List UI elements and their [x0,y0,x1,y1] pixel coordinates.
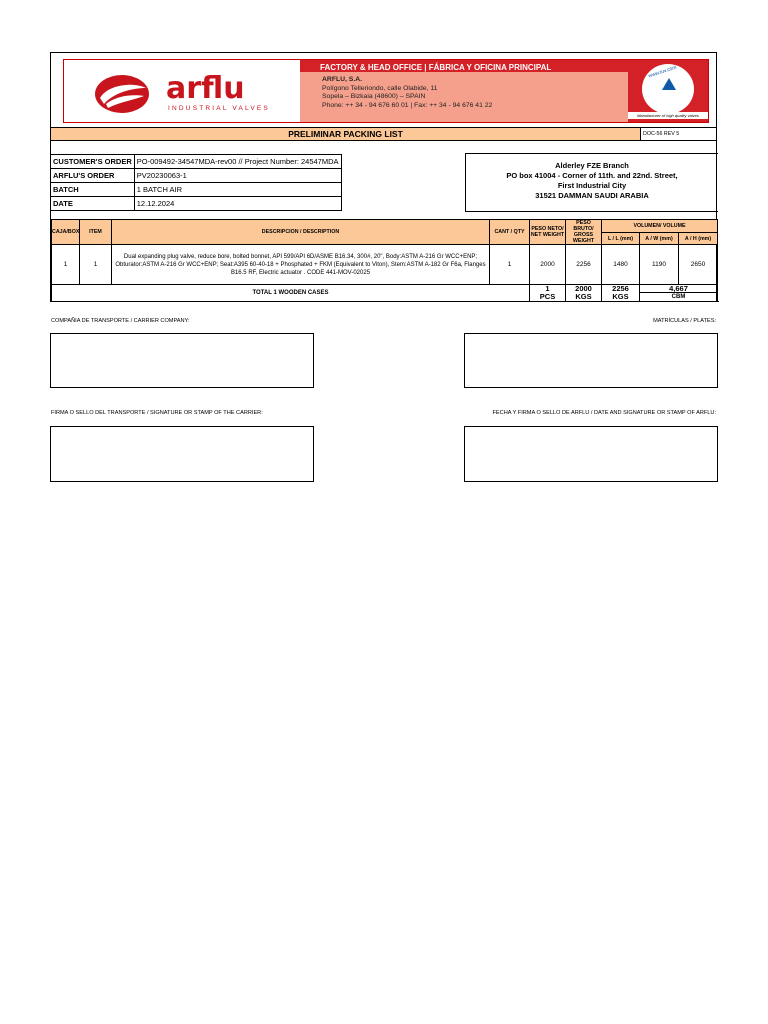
logo-subtitle: INDUSTRIAL VALVES [168,105,270,112]
address-line-2: Sopela – Bizkaia (48600) – SPAIN [322,93,426,101]
total-label: TOTAL 1 WOODEN CASES [52,285,530,302]
table-header-row [52,220,718,233]
total-qty [530,285,566,302]
cell-qty: 1 [490,245,530,285]
carrier-company-field[interactable] [50,333,314,388]
col-header-description: DESCRIPCION / DESCRIPTION [112,220,490,245]
total-net [566,285,602,302]
consignee-line: Alderley FZE Branch [555,161,629,170]
head-office-address [300,72,630,122]
consignee-line: First Industrial City [557,181,627,190]
order-value: 1 BATCH AIR [134,183,341,197]
arflu-logo [64,60,300,122]
order-row [51,197,341,211]
carrier-company-label: COMPAÑIA DE TRANSPORTE / CARRIER COMPANY: [51,318,190,324]
cell-description: Dual expanding plug valve, reduce bore, bolted bonnet, API 599/API 6D/ASME B16.34, 300#, 20", Body:ASTM A-216 Gr WCC+ENP; Obturator:ASTM A-216 Gr WCC+ENP; Seat:A395 60-40-18 + Phosphated + FKM (Equivalent to Viton), Stem:ASTM A-182 Gr F6a, Flanges B16.5 RF, Electric actuator . CODE 441-MOV-02025 [112,245,490,285]
order-label: DATE [51,197,134,211]
plates-label: MATRÍCULAS / PLATES: [653,318,716,324]
order-row [51,183,341,197]
carrier-signature-field[interactable] [50,426,314,482]
tuv-seal-icon [642,64,694,114]
cell-gross-weight: 2256 [566,245,602,285]
letterhead [63,59,709,123]
address-line-1: Polígono Telleriondo, calle Olabide, 11 [322,84,438,92]
col-header-box: CAJA/BOX [52,220,80,245]
total-volume-value: 4,667 [640,285,717,293]
order-row [51,155,341,169]
certification-seal [628,60,708,122]
consignee-line: 31521 DAMMAN SAUDI ARABIA [535,191,649,200]
arflu-swoosh-icon [94,74,150,114]
logo-wordmark: arflu [166,71,245,106]
order-label: ARFLU'S ORDER [51,169,134,183]
order-value: PO-009492-34547MDA-rev00 // Project Number: 24547MDA [134,155,341,169]
total-volume-unit: CBM [671,294,686,300]
col-header-item: ITEM [80,220,112,245]
total-gross-value: 2256 [612,284,629,293]
cell-item: 1 [80,245,112,285]
table-row [52,245,718,285]
order-value: PV20230063-1 [134,169,341,183]
order-row [51,169,341,183]
packing-list-sheet [50,52,717,302]
total-net-value: 2000 [575,284,592,293]
consignee-address [465,153,718,212]
cell-net-weight: 2000 [530,245,566,285]
order-label: BATCH [51,183,134,197]
cell-width: 1190 [640,245,679,285]
totals-row [52,285,718,302]
col-header-gross-weight: PESO BRUTO/ GROSS WEIGHT [566,220,602,245]
cert-tagline: Manufacturer of high quality valves [628,112,708,119]
company-name: ARFLU, S.A. [322,76,363,83]
items-table [51,219,718,302]
total-gross [602,285,640,302]
col-header-qty: CANT / QTY [490,220,530,245]
total-net-unit: KGS [575,292,592,301]
total-qty-unit: PCS [539,292,556,301]
order-info-table [51,154,342,211]
cell-height: 2650 [679,245,718,285]
head-office-title: FACTORY & HEAD OFFICE | FÁBRICA Y OFICINA PRINCIPAL [300,60,630,72]
arflu-signature-label: FECHA Y FIRMA O SELLO DE ARFLU / DATE AND SIGNATURE OR STAMP OF ARFLU: [492,410,716,416]
col-header-volume: VOLUMEN/ VOLUME [602,220,718,233]
cell-box: 1 [52,245,80,285]
document-reference: DOC-56 REV 5 [641,127,717,141]
carrier-signature-label: FIRMA O SELLO DEL TRANSPORTE / SIGNATURE OR STAMP OF THE CARRIER: [51,410,263,416]
col-header-height: A / H (mm) [679,233,718,245]
total-volume [640,285,718,302]
cert-url: www.tuv.com [647,64,678,80]
consignee-line: PO box 41004 - Corner of 11th. and 22nd. Street, [506,171,678,180]
tuv-triangle-icon [662,78,676,90]
col-header-width: A / W (mm) [640,233,679,245]
col-header-length: L / L (mm) [602,233,640,245]
total-gross-unit: KGS [612,292,629,301]
total-qty-value: 1 [545,284,550,293]
order-label: CUSTOMER'S ORDER [51,155,134,169]
arflu-signature-field[interactable] [464,426,718,482]
cell-length: 1480 [602,245,640,285]
order-value: 12.12.2024 [134,197,341,211]
head-office-block [300,60,630,122]
phone-fax: Phone: ++ 34 - 94 676 60 01 | Fax: ++ 34 - 94 676 41 22 [322,101,493,109]
document-title: PRELIMINAR PACKING LIST [51,127,641,141]
plates-field[interactable] [464,333,718,388]
col-header-net-weight: PESO NETO/ NET WEIGHT [530,220,566,245]
